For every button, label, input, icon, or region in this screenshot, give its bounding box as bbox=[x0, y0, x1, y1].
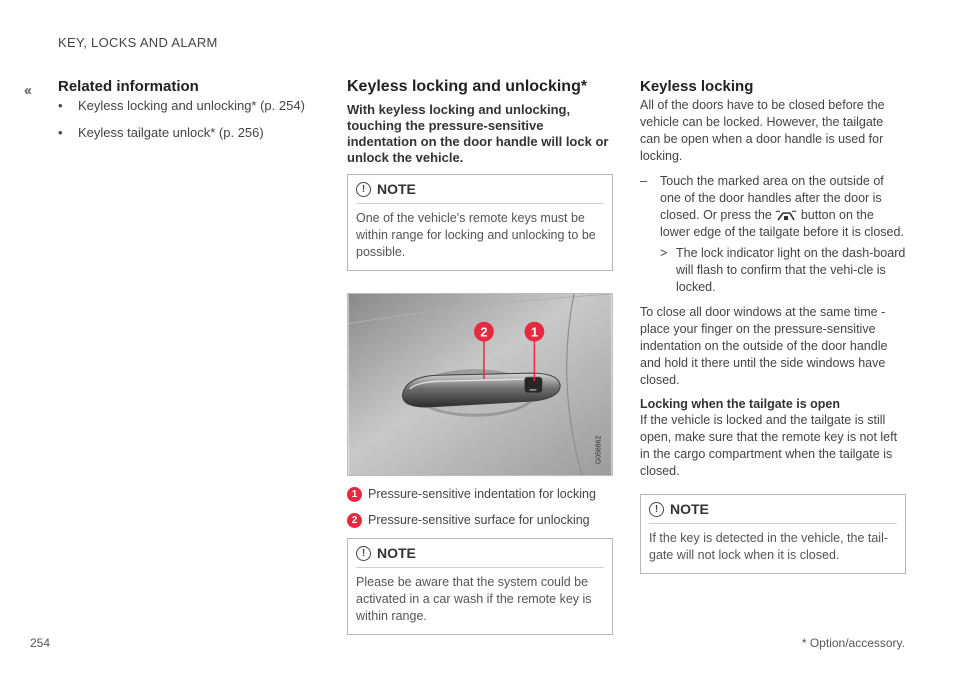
callout-2: 2 bbox=[480, 324, 488, 340]
step-result bbox=[640, 245, 906, 296]
paragraph-tailgate-open: If the vehicle is locked and the tailgate is still open, make sure that the remote key is not left in the cargo compartment when the tailgate is closed. bbox=[640, 413, 898, 478]
section-header: KEY, LOCKS AND ALARM bbox=[58, 35, 218, 50]
page-number: 254 bbox=[30, 636, 51, 650]
related-information bbox=[58, 78, 318, 151]
info-icon: ! bbox=[356, 182, 371, 197]
note-header bbox=[356, 545, 604, 568]
step-touch-handle bbox=[640, 173, 906, 241]
legend-text-2: Pressure-sensitive surface for unlocking bbox=[368, 513, 590, 527]
note-box-key-detected bbox=[640, 494, 906, 574]
keyless-main-column bbox=[347, 78, 613, 635]
callout-2-badge bbox=[474, 322, 494, 342]
note-text: One of the vehicle's remote keys must be within range for locking and unlocking to be possible. bbox=[356, 211, 596, 259]
image-code: G056862 bbox=[595, 435, 603, 465]
legend-text-1: Pressure-sensitive indentation for locking bbox=[368, 487, 596, 501]
paragraph-doors-closed: All of the doors have to be closed before the vehicle can be locked. However, the tailgate can be open when a door handle is used for locking. bbox=[640, 98, 885, 163]
related-title: Related information bbox=[58, 78, 199, 95]
footnote: * Option/accessory. bbox=[801, 636, 905, 650]
legend-item-1 bbox=[347, 486, 613, 502]
image-legend bbox=[347, 486, 613, 528]
paragraph-close-windows: To close all door windows at the same time - place your finger on the pressure-sensitive indentation on the outside of the door handle and hold it there until the side windows have closed. bbox=[640, 305, 888, 387]
info-icon: ! bbox=[356, 546, 371, 561]
note-text: Please be aware that the system could be activated in a car wash if the remote key is within range. bbox=[356, 575, 592, 623]
note-header bbox=[649, 501, 897, 524]
keyless-locking-column bbox=[640, 78, 906, 574]
result-text: The lock indicator light on the dash-board will flash to confirm that the vehi-cle is locked. bbox=[676, 246, 906, 294]
section-title-keyless-locking: Keyless locking bbox=[640, 78, 754, 95]
note-box-car-wash bbox=[347, 538, 613, 635]
page-title: Keyless locking and unlocking* bbox=[347, 78, 588, 95]
note-label: NOTE bbox=[377, 545, 416, 561]
related-list bbox=[58, 97, 318, 142]
related-link-keyless-locking[interactable]: • Keyless locking and unlocking* (p. 254) bbox=[58, 97, 318, 115]
legend-badge-2: 2 bbox=[347, 513, 362, 528]
subheading-tailgate-open: Locking when the tailgate is open bbox=[640, 397, 841, 411]
result-arrow: > bbox=[660, 246, 668, 260]
note-label: NOTE bbox=[377, 181, 416, 197]
note-label: NOTE bbox=[670, 501, 709, 517]
step-dash: – bbox=[640, 174, 647, 188]
legend-badge-1: 1 bbox=[347, 487, 362, 502]
info-icon: ! bbox=[649, 502, 664, 517]
note-text: If the key is detected in the vehicle, the tail-gate will not lock when it is closed. bbox=[649, 531, 889, 562]
tailgate-lock-icon bbox=[775, 209, 797, 223]
note-header bbox=[356, 181, 604, 204]
note-box bbox=[347, 174, 613, 271]
callout-1: 1 bbox=[530, 324, 538, 340]
related-link-keyless-tailgate[interactable]: • Keyless tailgate unlock* (p. 256) bbox=[58, 124, 318, 142]
callout-1-badge bbox=[525, 322, 545, 342]
door-handle-image bbox=[347, 293, 613, 476]
intro-text: With keyless locking and unlocking, touching the pressure-sensitive indentation on the door handle will lock or unlock the vehicle. bbox=[347, 102, 609, 165]
back-chevron-icon[interactable]: ‹‹ bbox=[24, 82, 30, 99]
step-text-a: Touch the marked area on the outside of one of the door handles after the door is closed. Or press the bbox=[660, 174, 884, 222]
step-text-b: button on the lower edge of the tailgate before it is closed. bbox=[660, 208, 904, 239]
legend-item-2 bbox=[347, 512, 613, 528]
